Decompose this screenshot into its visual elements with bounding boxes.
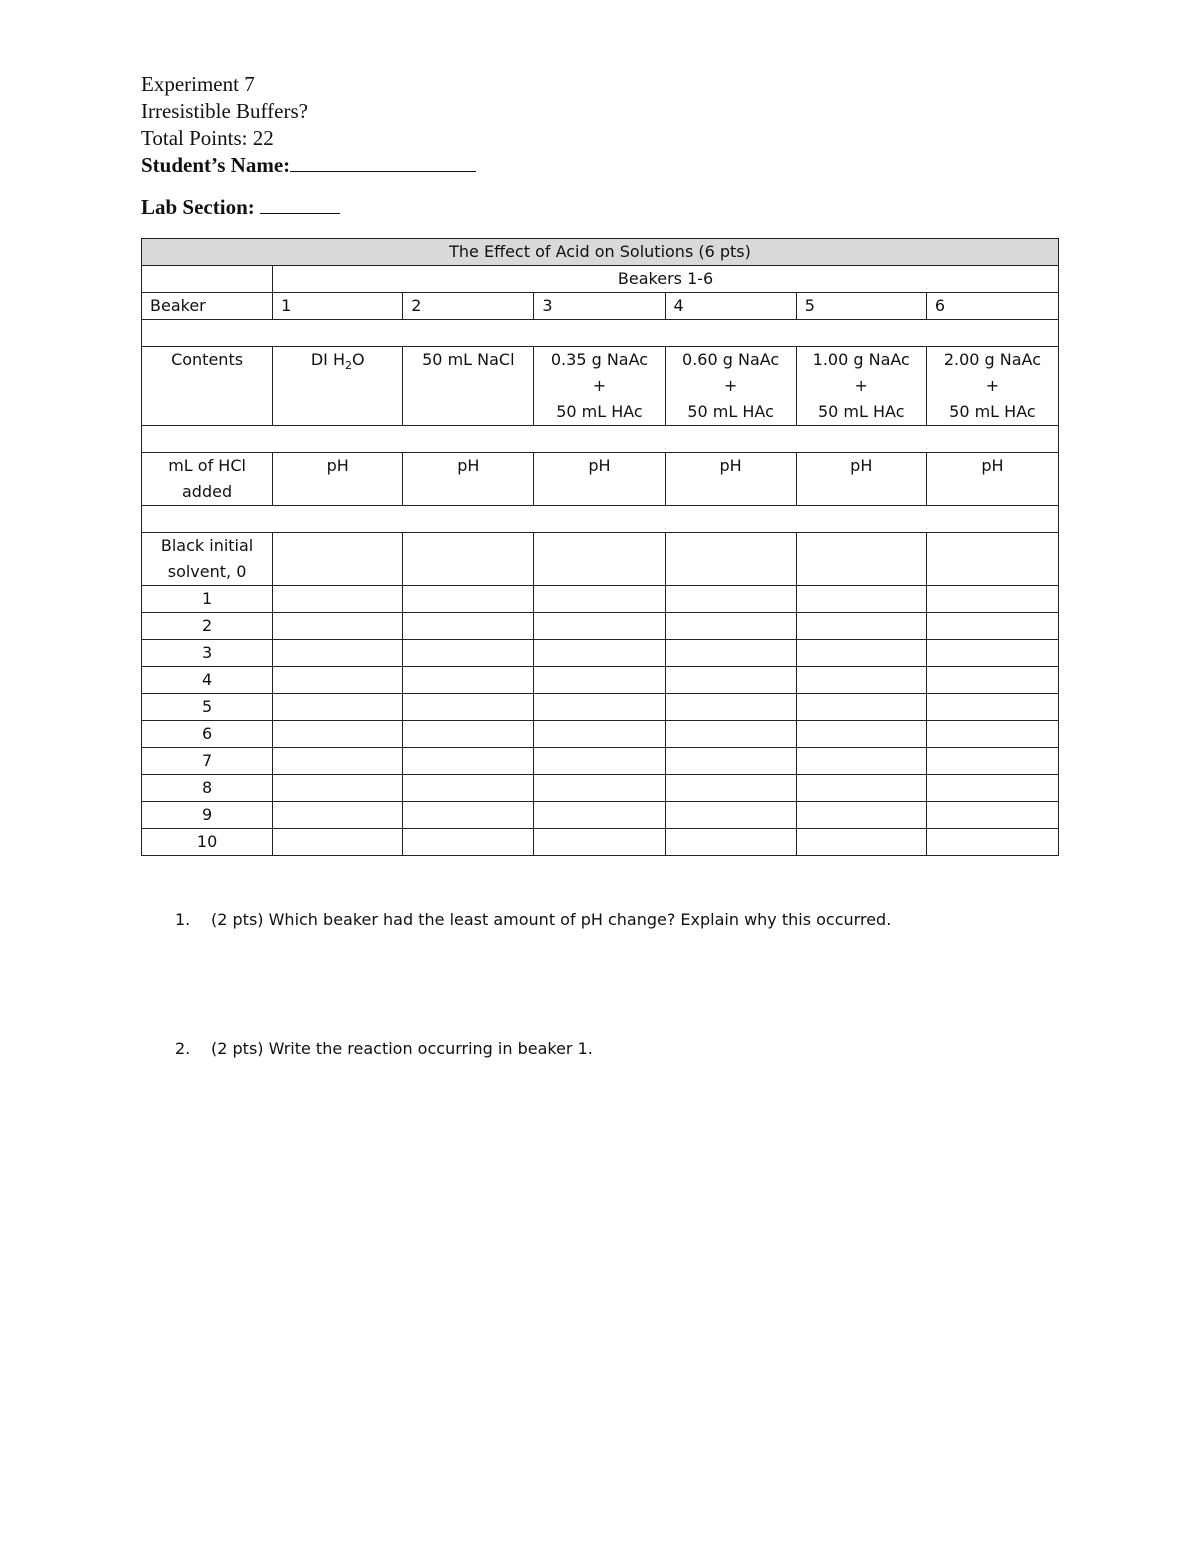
data-cell[interactable] <box>926 829 1058 856</box>
data-cell[interactable] <box>534 748 665 775</box>
contents-line: 50 mL HAc <box>687 402 774 421</box>
data-cell[interactable] <box>665 775 796 802</box>
contents-line: 0.60 g NaAc <box>682 350 780 369</box>
contents-line: 0.35 g NaAc <box>550 350 649 369</box>
row-label: 2 <box>142 613 273 640</box>
data-cell[interactable] <box>534 533 665 586</box>
data-cell[interactable] <box>273 694 403 721</box>
data-cell[interactable] <box>273 721 403 748</box>
contents-cell <box>796 347 926 426</box>
beaker-number: 4 <box>665 293 796 320</box>
contents-cell <box>273 347 403 426</box>
table-row <box>142 694 1059 721</box>
data-cell[interactable] <box>534 694 665 721</box>
results-table <box>141 238 1059 856</box>
data-cell[interactable] <box>665 613 796 640</box>
spacer-row <box>142 506 1059 533</box>
data-rows <box>142 586 1059 856</box>
table-row <box>142 802 1059 829</box>
data-cell[interactable] <box>796 533 926 586</box>
table-row <box>142 829 1059 856</box>
data-cell[interactable] <box>273 775 403 802</box>
subscript: 2 <box>344 359 352 373</box>
data-cell[interactable] <box>926 721 1058 748</box>
data-cell[interactable] <box>534 775 665 802</box>
data-cell[interactable] <box>665 694 796 721</box>
data-cell[interactable] <box>534 667 665 694</box>
beaker-number: 2 <box>403 293 534 320</box>
hcl-label: mL of HCl added <box>142 453 273 506</box>
data-cell[interactable] <box>403 667 534 694</box>
contents-cell <box>926 347 1058 426</box>
spacer-row <box>142 320 1059 347</box>
data-cell[interactable] <box>273 533 403 586</box>
contents-label: Contents <box>142 347 273 426</box>
row-label: 3 <box>142 640 273 667</box>
data-cell[interactable] <box>926 802 1058 829</box>
student-name-label: Student’s Name: <box>141 153 291 177</box>
student-name-line <box>141 152 741 179</box>
beaker-number-row <box>142 293 1059 320</box>
data-cell[interactable] <box>273 613 403 640</box>
data-cell[interactable] <box>273 829 403 856</box>
data-cell[interactable] <box>273 748 403 775</box>
ph-header: pH <box>665 453 796 506</box>
data-cell[interactable] <box>796 721 926 748</box>
data-cell[interactable] <box>534 640 665 667</box>
row-label: 10 <box>142 829 273 856</box>
data-cell[interactable] <box>273 802 403 829</box>
contents-line: 2.00 g NaAc <box>943 350 1041 369</box>
question-1 <box>175 910 1075 929</box>
lab-section-line <box>141 194 741 221</box>
data-cell[interactable] <box>403 640 534 667</box>
data-cell[interactable] <box>796 613 926 640</box>
data-cell[interactable] <box>796 667 926 694</box>
ph-header: pH <box>273 453 403 506</box>
table-row <box>142 775 1059 802</box>
lab-section-label: Lab Section: <box>141 195 255 219</box>
data-cell[interactable] <box>926 694 1058 721</box>
contents-line: + <box>592 376 607 395</box>
row-label: 1 <box>142 586 273 613</box>
data-cell[interactable] <box>926 748 1058 775</box>
document-header <box>141 71 741 221</box>
contents-cell <box>534 347 665 426</box>
contents-line: 50 mL NaCl <box>422 350 515 369</box>
data-cell[interactable] <box>403 775 534 802</box>
data-cell[interactable] <box>665 802 796 829</box>
row-label: 8 <box>142 775 273 802</box>
beaker-number: 1 <box>273 293 403 320</box>
questions <box>175 910 1075 1058</box>
contents-line: 50 mL HAc <box>817 402 905 421</box>
data-cell[interactable] <box>534 802 665 829</box>
data-cell[interactable] <box>534 721 665 748</box>
spacer-row <box>142 426 1059 453</box>
data-cell[interactable] <box>403 748 534 775</box>
data-cell[interactable] <box>796 640 926 667</box>
question-number: 2. <box>175 1039 191 1058</box>
data-cell[interactable] <box>926 613 1058 640</box>
data-cell[interactable] <box>665 748 796 775</box>
data-cell[interactable] <box>665 640 796 667</box>
beaker-number: 5 <box>796 293 926 320</box>
ph-header: pH <box>796 453 926 506</box>
ph-header-row <box>142 453 1059 506</box>
question-number: 1. <box>175 910 191 929</box>
contents-line: 1.00 g NaAc <box>812 350 910 369</box>
experiment-number: Experiment 7 <box>141 72 255 96</box>
data-cell[interactable] <box>403 721 534 748</box>
data-cell[interactable] <box>796 802 926 829</box>
contents-line: + <box>723 376 738 395</box>
table-row <box>142 748 1059 775</box>
data-cell[interactable] <box>403 829 534 856</box>
contents-line: + <box>854 376 868 395</box>
student-name-blank[interactable] <box>290 155 476 172</box>
data-cell[interactable] <box>796 694 926 721</box>
group-header: Beakers 1-6 <box>273 266 1059 293</box>
data-cell[interactable] <box>534 586 665 613</box>
question-text: (2 pts) Write the reaction occurring in beaker 1. <box>211 1039 593 1058</box>
data-cell[interactable] <box>273 667 403 694</box>
contents-cell <box>403 347 534 426</box>
data-cell[interactable] <box>273 640 403 667</box>
ph-header: pH <box>403 453 534 506</box>
beaker-label: Beaker <box>142 293 273 320</box>
data-cell[interactable] <box>273 586 403 613</box>
table-row <box>142 586 1059 613</box>
data-cell[interactable] <box>534 613 665 640</box>
beaker-number: 6 <box>926 293 1058 320</box>
data-cell[interactable] <box>665 829 796 856</box>
ph-header: pH <box>534 453 665 506</box>
row-label: 6 <box>142 721 273 748</box>
contents-cell <box>665 347 796 426</box>
empty-cell <box>142 266 273 293</box>
table-row <box>142 533 1059 586</box>
question-2 <box>175 1039 1075 1058</box>
data-cell[interactable] <box>403 802 534 829</box>
contents-line: 50 mL HAc <box>556 402 643 421</box>
row-label: 4 <box>142 667 273 694</box>
beaker-number: 3 <box>534 293 665 320</box>
data-cell[interactable] <box>926 586 1058 613</box>
contents-line: + <box>985 376 1000 395</box>
experiment-title: Irresistible Buffers? <box>141 99 308 123</box>
contents-line: DI H <box>310 350 345 369</box>
data-cell[interactable] <box>403 613 534 640</box>
data-cell[interactable] <box>926 640 1058 667</box>
data-cell[interactable] <box>665 721 796 748</box>
lab-section-blank[interactable] <box>260 197 340 214</box>
data-cell[interactable] <box>796 748 926 775</box>
data-cell[interactable] <box>796 586 926 613</box>
data-cell[interactable] <box>403 694 534 721</box>
data-cell[interactable] <box>926 667 1058 694</box>
data-cell[interactable] <box>665 667 796 694</box>
data-cell[interactable] <box>796 829 926 856</box>
data-cell[interactable] <box>534 829 665 856</box>
data-cell[interactable] <box>796 775 926 802</box>
data-cell[interactable] <box>926 775 1058 802</box>
row-label: Black initial solvent, 0 <box>142 533 273 586</box>
row-label: 5 <box>142 694 273 721</box>
contents-line: O <box>351 350 365 369</box>
table-row <box>142 640 1059 667</box>
table-title: The Effect of Acid on Solutions (6 pts) <box>142 239 1059 266</box>
question-text: (2 pts) Which beaker had the least amount of pH change? Explain why this occurred. <box>211 910 892 929</box>
data-cell[interactable] <box>665 586 796 613</box>
table-row <box>142 667 1059 694</box>
data-cell[interactable] <box>403 586 534 613</box>
total-points: Total Points: 22 <box>141 126 274 150</box>
data-cell[interactable] <box>403 533 534 586</box>
table-row <box>142 613 1059 640</box>
data-cell[interactable] <box>926 533 1058 586</box>
row-label: 9 <box>142 802 273 829</box>
data-cell[interactable] <box>665 533 796 586</box>
table-row <box>142 721 1059 748</box>
ph-header: pH <box>926 453 1058 506</box>
contents-row <box>142 347 1059 426</box>
contents-line: 50 mL HAc <box>949 402 1036 421</box>
row-label: 7 <box>142 748 273 775</box>
